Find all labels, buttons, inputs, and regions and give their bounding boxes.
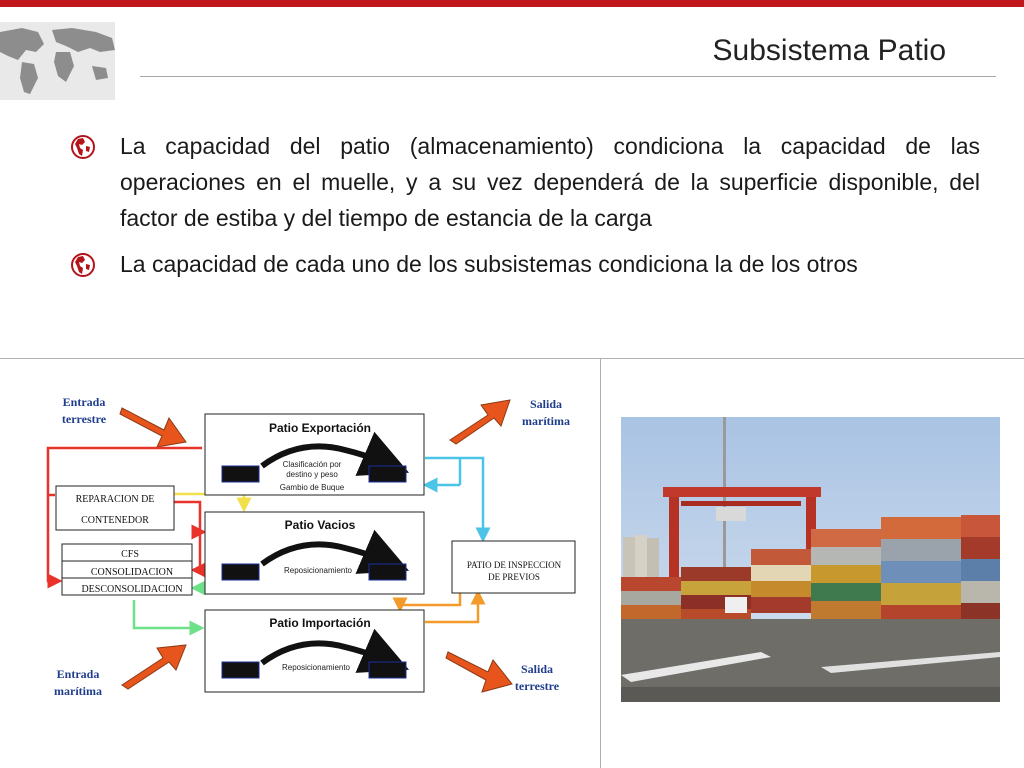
entrada-maritima-arrow — [122, 645, 186, 689]
svg-text:terrestre: terrestre — [61, 412, 107, 426]
patio-importacion-box — [205, 610, 424, 692]
svg-text:CONTENEDOR: CONTENEDOR — [81, 515, 149, 526]
svg-text:Entrada: Entrada — [56, 667, 100, 681]
svg-text:Patio Importación: Patio Importación — [269, 616, 371, 630]
salida-maritima-label — [522, 397, 570, 428]
patio-inspeccion-box — [452, 541, 575, 593]
slide-title: Subsistema Patio — [712, 34, 946, 67]
svg-text:DE PREVIOS: DE PREVIOS — [488, 572, 540, 582]
orange-connector-line — [425, 592, 478, 622]
svg-text:Gambio de Buque: Gambio de Buque — [279, 483, 345, 492]
section-divider-horizontal — [0, 358, 1024, 359]
globe-bullet-icon — [70, 134, 96, 160]
cyan-connector-line — [425, 458, 483, 540]
svg-text:marítima: marítima — [54, 684, 102, 698]
top-accent-bar — [0, 0, 1024, 7]
svg-text:Reposicionamiento: Reposicionamiento — [283, 566, 353, 575]
orange-connector-line — [400, 592, 460, 610]
svg-text:terrestre: terrestre — [514, 679, 560, 693]
svg-text:REPARACION DE: REPARACION DE — [75, 494, 155, 505]
svg-text:destino y peso: destino y peso — [286, 470, 338, 479]
svg-text:Patio Vacios: Patio Vacios — [284, 518, 356, 532]
svg-text:Salida: Salida — [520, 662, 554, 676]
cfs-box — [62, 544, 192, 595]
bullet-item — [70, 128, 980, 236]
svg-text:Patio Exportación: Patio Exportación — [268, 421, 372, 435]
section-divider-vertical — [600, 358, 601, 768]
svg-text:CONSOLIDACION: CONSOLIDACION — [90, 567, 174, 578]
entrada-terrestre-label — [62, 395, 107, 426]
bullet-list — [70, 128, 980, 292]
patio-exportacion-box — [205, 414, 424, 495]
svg-text:CFS: CFS — [121, 549, 139, 560]
title-divider — [140, 76, 996, 77]
salida-maritima-arrow — [450, 400, 510, 444]
salida-terrestre-arrow — [446, 652, 512, 692]
reparacion-contenedor-box — [56, 486, 174, 530]
green-connector-line — [134, 600, 202, 628]
container-yard-photo — [621, 417, 1000, 702]
svg-text:Clasificación por: Clasificación por — [282, 460, 342, 469]
world-map-logo — [0, 22, 115, 100]
yard-flow-diagram — [0, 360, 600, 768]
entrada-maritima-label — [54, 667, 102, 698]
svg-text:marítima: marítima — [522, 414, 570, 428]
salida-terrestre-label — [515, 662, 560, 693]
bullet-text: La capacidad de cada uno de los subsistemas condiciona la de los otros — [120, 251, 858, 277]
svg-text:Salida: Salida — [529, 397, 563, 411]
patio-vacios-box — [205, 512, 424, 594]
entrada-terrestre-arrow — [120, 408, 186, 447]
svg-text:Entrada: Entrada — [62, 395, 106, 409]
svg-text:Reposicionamiento: Reposicionamiento — [281, 663, 351, 672]
svg-text:DESCONSOLIDACION: DESCONSOLIDACION — [81, 584, 183, 595]
bullet-item — [70, 246, 980, 282]
globe-bullet-icon — [70, 252, 96, 278]
svg-text:PATIO DE INSPECCION: PATIO DE INSPECCION — [466, 560, 562, 570]
bullet-text: La capacidad del patio (almacenamiento) condiciona la capacidad de las operaciones en el muelle, y a su vez dependerá de la superficie disponible, del factor de estiba y del tiempo de estancia de la carga — [120, 133, 980, 231]
